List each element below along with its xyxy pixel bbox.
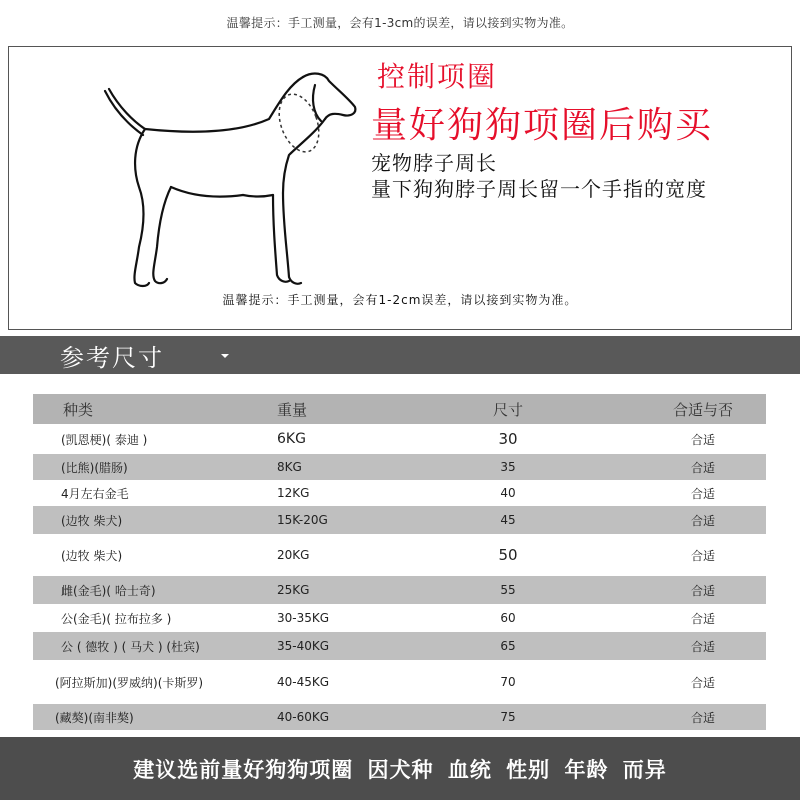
table-row	[33, 632, 766, 660]
cell-weight: 15K-20G	[277, 513, 328, 527]
cell-type: 雌(金毛)( 哈士奇)	[61, 583, 156, 598]
diagram-title-line-1: 控制项圈	[377, 60, 498, 93]
diagram-desc-line-1: 宠物脖子周长	[371, 151, 497, 175]
bottom-banner-text: 建议选前量好狗狗项圈 因犬种 血统 性别 年龄 而异	[133, 757, 667, 782]
cell-fit: 合适	[690, 583, 715, 598]
cell-fit: 合适	[690, 611, 715, 626]
cell-type: (比熊)(腊肠)	[61, 460, 128, 475]
cell-type: (凯恩梗)( 泰迪 )	[61, 432, 148, 447]
cell-size: 40	[500, 486, 516, 500]
table-row	[33, 534, 766, 576]
header-size: 尺寸	[492, 400, 523, 419]
dog-outline-icon	[93, 63, 373, 303]
cell-size: 30	[498, 430, 518, 448]
cell-type: 公(金毛)( 拉布拉多 )	[61, 611, 172, 626]
cell-type: 4月左右金毛	[61, 486, 129, 501]
bottom-banner	[0, 737, 800, 800]
cell-weight: 35-40KG	[277, 639, 330, 653]
header-fit: 合适与否	[672, 400, 733, 419]
cell-type: (边牧 柴犬)	[61, 513, 123, 528]
cell-weight: 8KG	[277, 460, 302, 474]
cell-fit: 合适	[690, 486, 715, 501]
cell-weight: 6KG	[277, 431, 306, 447]
top-note	[0, 0, 800, 44]
header-weight: 重量	[277, 400, 308, 419]
table-row	[33, 480, 766, 506]
table-header-row	[33, 394, 766, 424]
section-header	[0, 336, 800, 374]
cell-type: 公 ( 德牧 ) ( 马犬 ) (杜宾)	[61, 639, 200, 654]
cell-weight: 12KG	[277, 486, 310, 500]
table-row	[33, 660, 766, 704]
header-type: 种类	[63, 400, 94, 419]
cell-size: 65	[500, 639, 516, 653]
table-row	[33, 704, 766, 730]
cell-weight: 30-35KG	[277, 611, 330, 625]
cell-size: 45	[500, 513, 516, 527]
cell-size: 35	[500, 460, 516, 474]
cell-type: (藏獒)(南非獒)	[55, 710, 134, 725]
cell-type: (阿拉斯加)(罗威纳)(卡斯罗)	[55, 675, 204, 690]
diagram-desc-line-2: 量下狗狗脖子周长留一个手指的宽度	[371, 177, 707, 201]
table-row	[33, 576, 766, 604]
cell-weight: 40-45KG	[277, 675, 330, 689]
cell-weight: 25KG	[277, 583, 310, 597]
cell-fit: 合适	[690, 675, 715, 690]
size-table	[33, 394, 766, 730]
table-row	[33, 604, 766, 632]
cell-weight: 20KG	[277, 548, 310, 562]
section-title: 参考尺寸	[60, 344, 164, 372]
table-row	[33, 506, 766, 534]
cell-size: 55	[500, 583, 516, 597]
cell-fit: 合适	[690, 548, 715, 563]
cell-size: 50	[498, 546, 518, 564]
cell-type: (边牧 柴犬)	[61, 548, 123, 563]
cell-fit: 合适	[690, 513, 715, 528]
cell-weight: 40-60KG	[277, 710, 330, 724]
cell-size: 70	[500, 675, 516, 689]
diagram-bottom-note: 温馨提示：手工测量，会有1-2cm误差，请以接到实物为准。	[222, 293, 578, 307]
measurement-diagram	[8, 46, 792, 330]
cell-fit: 合适	[690, 432, 715, 447]
cell-fit: 合适	[690, 639, 715, 654]
table-row	[33, 424, 766, 454]
diagram-title-line-2: 量好狗狗项圈后购买	[371, 105, 714, 146]
caret-down-icon	[221, 354, 229, 358]
cell-fit: 合适	[690, 710, 715, 725]
top-note-text: 温馨提示：手工测量，会有1-3cm的误差，请以接到实物为准。	[226, 15, 574, 30]
cell-size: 75	[500, 710, 516, 724]
cell-size: 60	[500, 611, 516, 625]
cell-fit: 合适	[690, 460, 715, 475]
table-row	[33, 454, 766, 480]
